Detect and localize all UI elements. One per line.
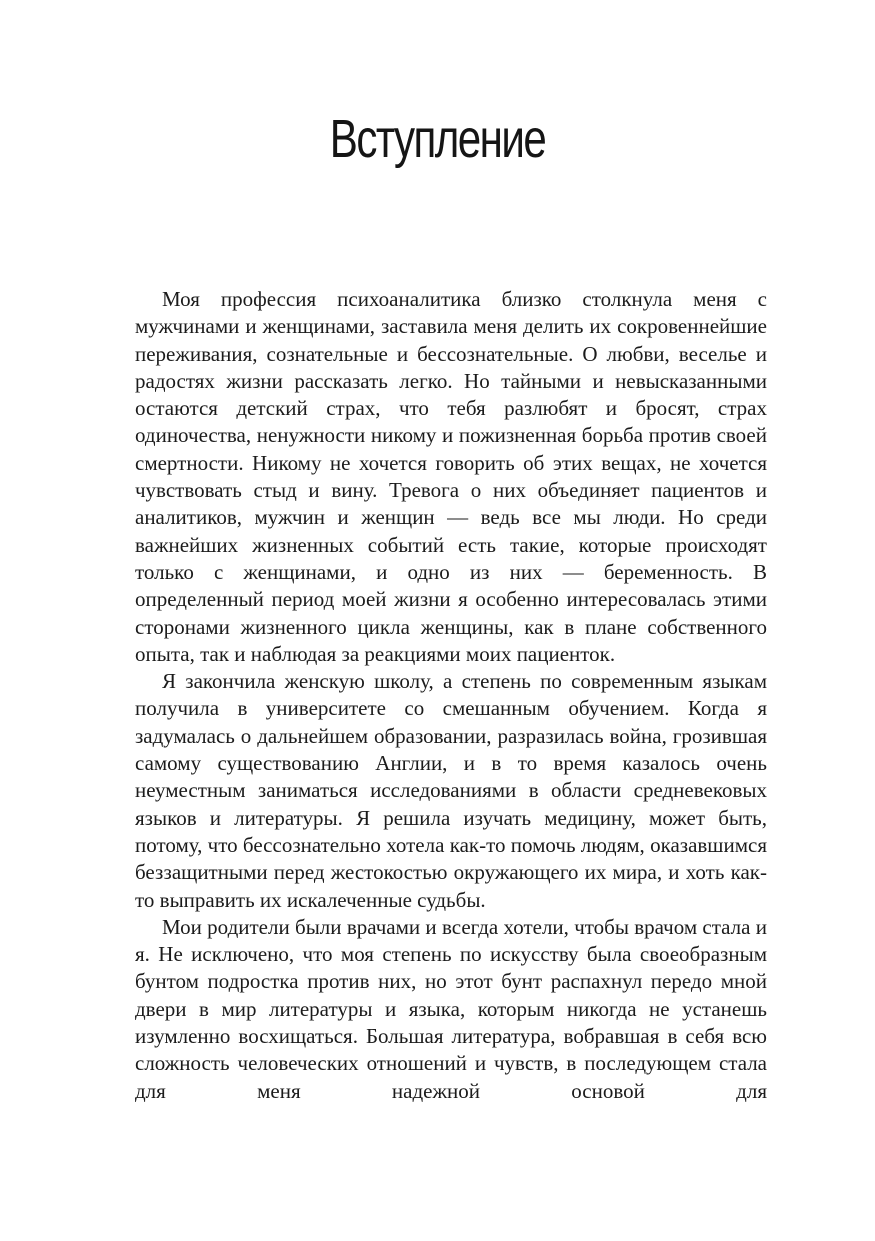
paragraph-3: Мои родители были врачами и всегда хотели, чтобы врачом стала и я. Не исключено, что моя степень по искусству была своеобразным бунтом подростка против них, но этот бунт распахнул передо мной двери в мир литературы и языка, которым никогда не устанешь изумленно восхищаться. Большая литература, вобравшая в себя всю сложность человеческих отношений и чувств, в последующем стала для меня надежной основой для bbox=[135, 914, 767, 1103]
paragraph-2: Я закончила женскую школу, а степень по современным языкам получила в университете со смешанным обучением. Когда я задумалась о дальнейшем образовании, разразилась война, грозившая самому существованию Англии, и в то время казалось очень неуместным заниматься исследованиями в области средневековых языков и литературы. Я решила изучать медицину, может быть, потому, что бессознательно хотела как-то помочь людям, оказавшимся беззащитными перед жестокостью окружающего их мира, и хоть как-то выправить их искалеченные судьбы. bbox=[135, 669, 767, 912]
paragraph-1: Моя профессия психоаналитика близко столкнула меня с мужчинами и женщинами, заставила меня делить их сокровеннейшие переживания, сознательные и бессознательные. О любви, веселье и радостях жизни рассказать легко. Но тайными и невысказанными остаются детский страх, что тебя разлюбят и бросят, страх одиночества, ненужности никому и пожизненная борьба против своей смертности. Никому не хочется говорить об этих вещах, не хочется чувствовать стыд и вину. Тревога о них объединяет пациентов и аналитиков, мужчин и женщин — ведь все мы люди. Но среди важнейших жизненных событий есть такие, которые происходят только с женщинами, и одно из них — беременность. В определенный период моей жизни я особенно интересовалась этими сторонами жизненного цикла женщины, как в плане собственного опыта, так и наблюдая за реакциями моих пациенток. bbox=[135, 287, 767, 666]
chapter-title: Вступление bbox=[329, 109, 546, 169]
body-text bbox=[135, 286, 767, 1105]
